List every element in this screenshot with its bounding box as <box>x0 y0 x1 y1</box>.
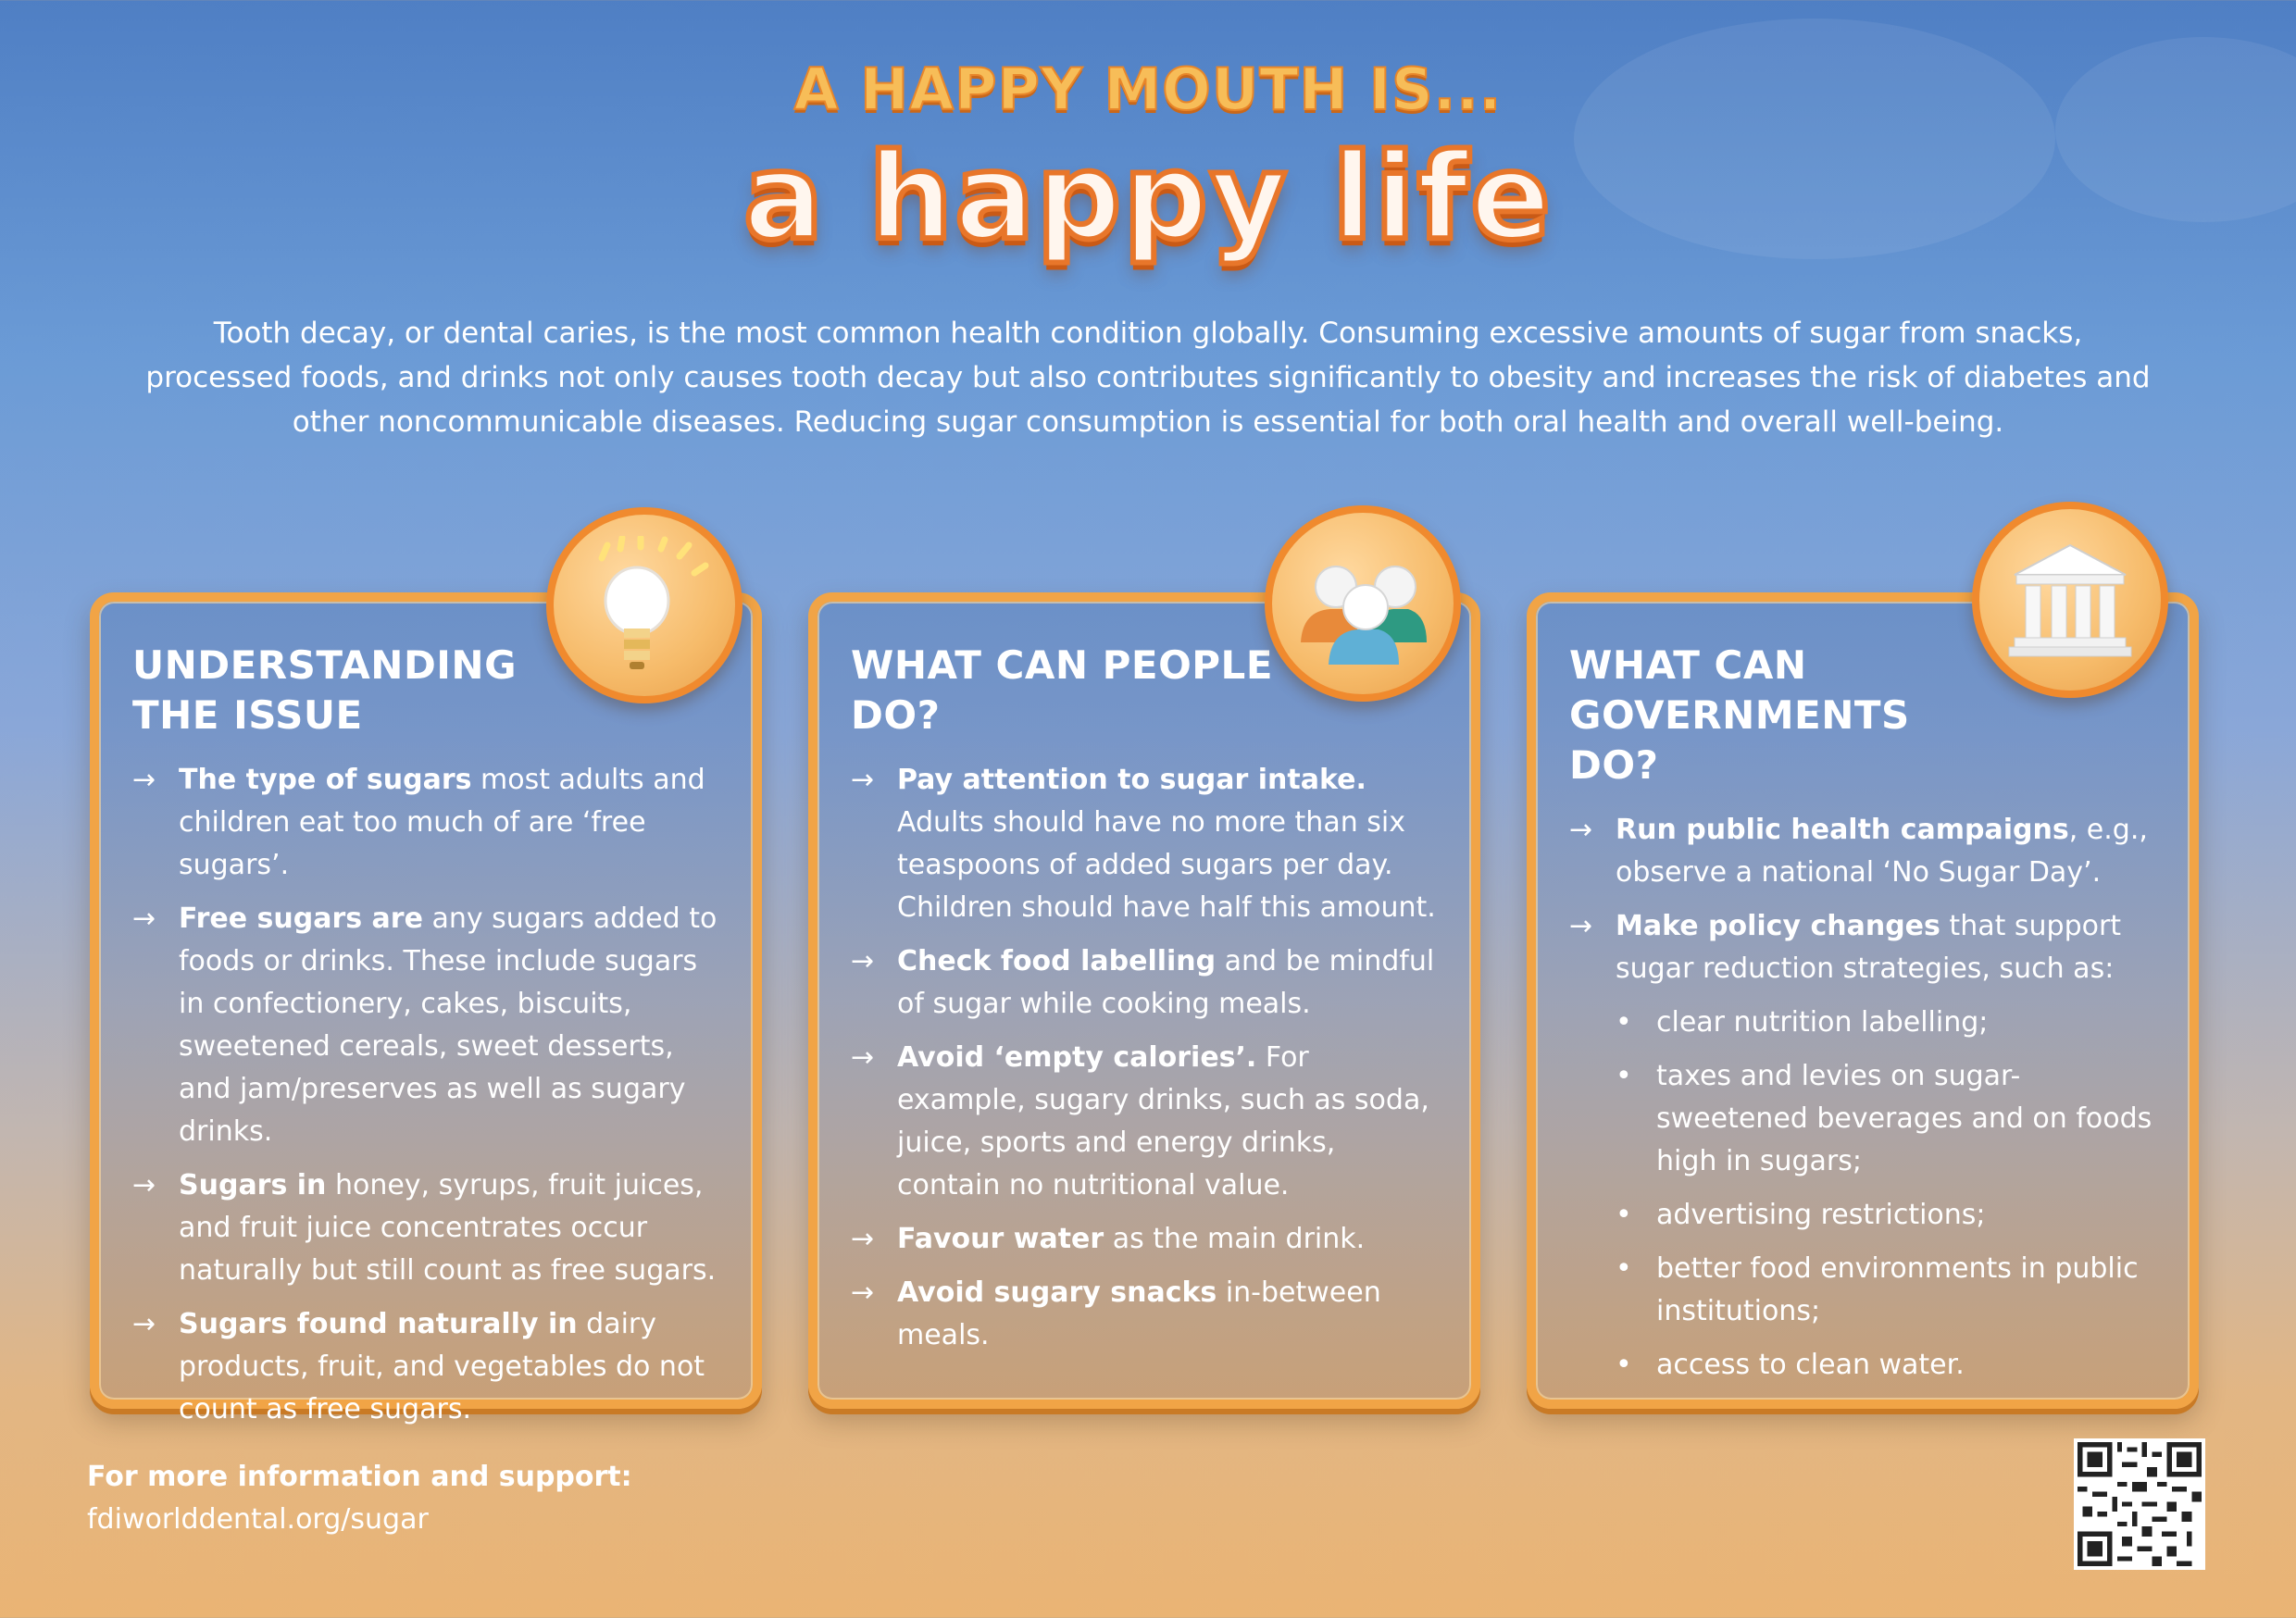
arrow-icon: → <box>1569 910 1593 942</box>
arrow-icon: → <box>851 1223 875 1255</box>
list-item: → Avoid ‘empty calories’. For example, sugary drinks, such as soda, juice, sports and energy drinks, contain no nutritional value. <box>851 1037 1441 1207</box>
list-item: → The type of sugars most adults and children eat too much of are ‘free sugars’. <box>132 759 723 887</box>
list-item: → Make policy changes that support sugar reduction strategies, such as: <box>1569 905 2160 990</box>
list-item: → Sugars in honey, syrups, fruit juices, and fruit juice concentrates occur naturally but still count as free sugars. <box>132 1164 723 1292</box>
list-item: → Favour water as the main drink. <box>851 1218 1441 1261</box>
arrow-icon: → <box>132 1308 156 1340</box>
list-item: → Avoid sugary snacks in-between meals. <box>851 1272 1441 1357</box>
list-item: → Check food labelling and be mindful of sugar while cooking meals. <box>851 940 1441 1026</box>
bullet-icon: • <box>1616 1060 1632 1092</box>
card-understanding-issue <box>90 592 762 1425</box>
footer-label: For more information and support: <box>87 1461 632 1493</box>
list-item: → Pay attention to sugar intake. Adults should have no more than six teaspoons of added sugars per day. Children should have half this amount. <box>851 759 1441 929</box>
arrow-icon: → <box>132 902 156 935</box>
sub-list-item: • better food environments in public institutions; <box>1569 1248 2160 1333</box>
card-people <box>808 592 1480 1409</box>
bullet-icon: • <box>1616 1252 1632 1285</box>
sub-list-item: • clear nutrition labelling; <box>1569 1002 2160 1044</box>
people-icon <box>1293 539 1432 668</box>
qr-code-icon <box>2074 1438 2205 1570</box>
headline-top: A HAPPY MOUTH IS... <box>793 56 1503 123</box>
list-item: → Sugars found naturally in dairy products, fruit, and vegetables do not count as free sugars. <box>132 1303 723 1431</box>
headline-main: a happy life <box>743 129 1553 267</box>
lightbulb-badge <box>546 507 742 703</box>
headline <box>0 56 2296 267</box>
arrow-icon: → <box>851 1276 875 1309</box>
bullet-icon: • <box>1616 1199 1632 1231</box>
arrow-icon: → <box>132 1169 156 1201</box>
arrow-icon: → <box>132 764 156 796</box>
arrow-icon: → <box>851 945 875 977</box>
card-governments <box>1527 592 2199 1409</box>
arrow-icon: → <box>1569 814 1593 846</box>
sub-list-item: • taxes and levies on sugar-sweetened beverages and on foods high in sugars; <box>1569 1055 2160 1183</box>
card-title: WHAT CAN PEOPLE DO? <box>851 642 1274 738</box>
government-badge <box>1972 502 2168 698</box>
lightbulb-icon <box>580 536 709 675</box>
card-title: WHAT CAN GOVERNMENTS DO? <box>1569 642 1910 788</box>
list-item: → Run public health campaigns, e.g., observe a national ‘No Sugar Day’. <box>1569 809 2160 894</box>
list-item: → Free sugars are any sugars added to foods or drinks. These include sugars in confectionery, cakes, biscuits, sweetened cereals, sweet desserts, and jam/preserves as well as sugary drinks. <box>132 898 723 1153</box>
intro-paragraph: Tooth decay, or dental caries, is the most common health condition globally. Consuming excessive amounts of sugar from snacks, processed foods, and drinks not only causes tooth decay but also contributes significantly to obesity and increases the risk of diabetes and other noncommunicable diseases. Reducing sugar consumption is essential for both oral health and overall well-being. <box>145 317 2151 439</box>
sub-list-item: • access to clean water. <box>1569 1344 2160 1387</box>
sub-list-item: • advertising restrictions; <box>1569 1194 2160 1237</box>
bullet-icon: • <box>1616 1349 1632 1381</box>
arrow-icon: → <box>851 1041 875 1074</box>
card-title: UNDERSTANDING THE ISSUE <box>132 642 518 738</box>
arrow-icon: → <box>851 764 875 796</box>
government-building-icon <box>2005 540 2135 660</box>
bullet-icon: • <box>1616 1006 1632 1039</box>
people-badge <box>1265 505 1461 702</box>
footer-link[interactable]: fdiworlddental.org/sugar <box>87 1503 429 1536</box>
